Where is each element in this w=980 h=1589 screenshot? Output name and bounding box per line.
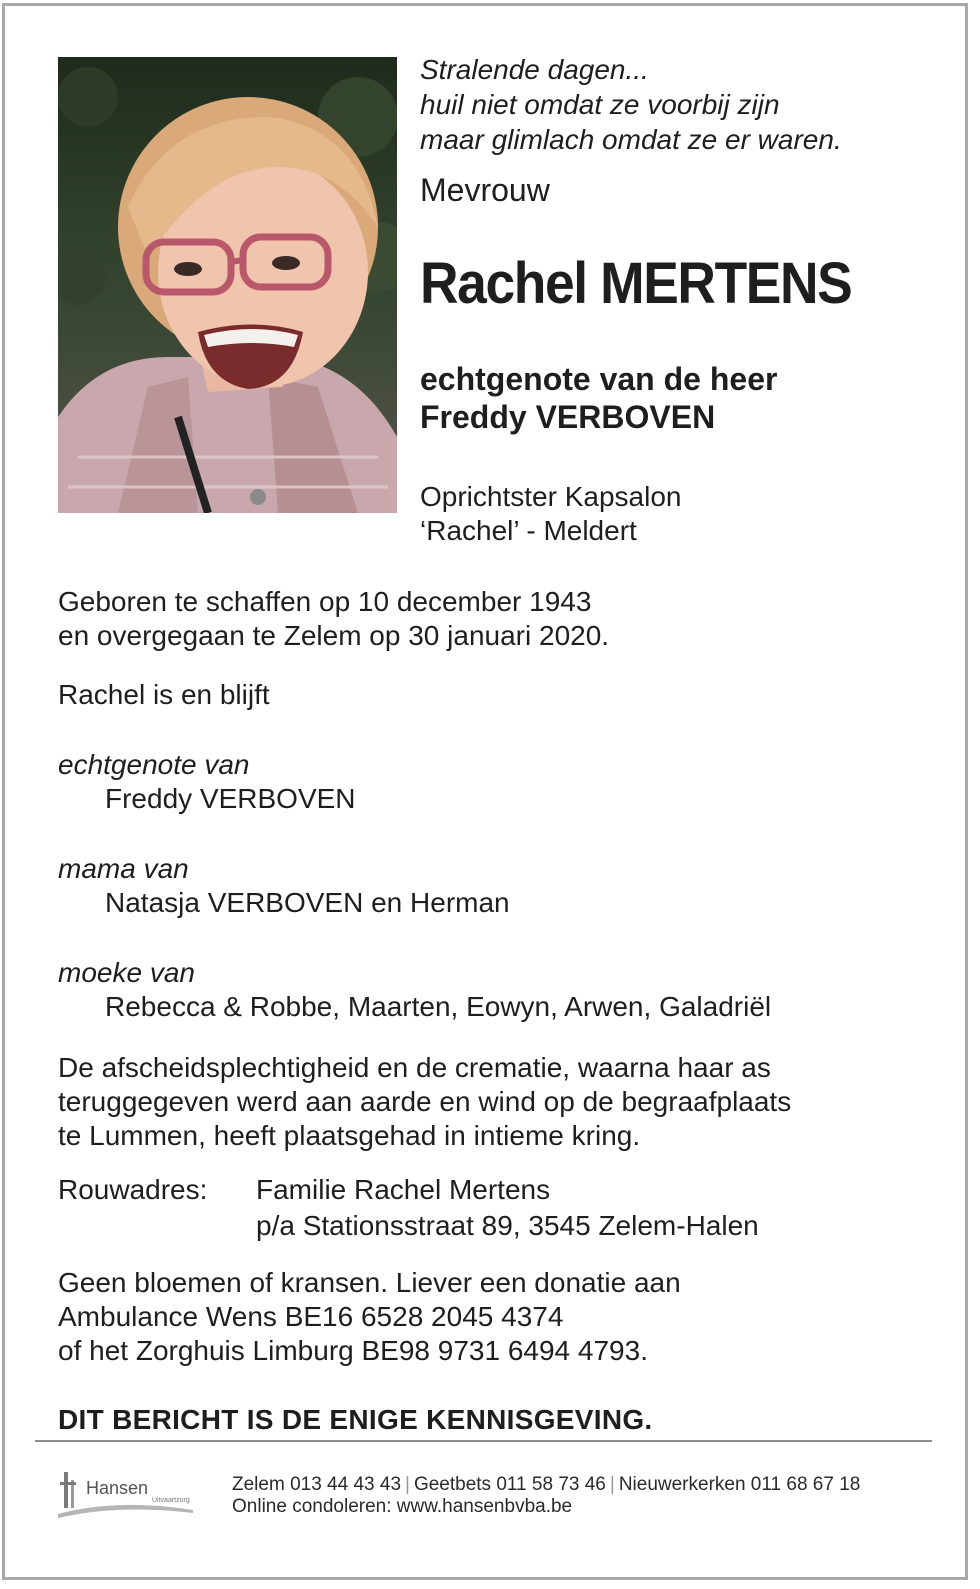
- birth-death-details: [58, 585, 609, 653]
- ceremony-line: te Lummen, heeft plaatsgehad in intieme kring.: [58, 1120, 641, 1151]
- official-notice: DIT BERICHT IS DE ENIGE KENNISGEVING.: [58, 1404, 653, 1435]
- relation-names: Freddy VERBOVEN: [105, 783, 356, 814]
- funeral-home-contacts: [232, 1474, 860, 1518]
- relation-label: mama van: [58, 853, 189, 884]
- honorific: Mevrouw: [420, 172, 550, 208]
- birth-line: Geboren te schaffen op 10 december 1943: [58, 586, 592, 617]
- spouse-line: echtgenote van de heer: [420, 361, 778, 397]
- relation-children: [58, 852, 510, 920]
- footer-divider: [35, 1440, 932, 1442]
- relation-label: moeke van: [58, 957, 195, 988]
- relation-names: Rebecca & Robbe, Maarten, Eowyn, Arwen, Galadriël: [105, 991, 772, 1022]
- spouse-name: Freddy VERBOVEN: [420, 399, 716, 435]
- ceremony-text: [58, 1051, 791, 1153]
- relation-grandchildren: [58, 956, 771, 1024]
- office-phone: Geetbets 011 58 73 46: [413, 1474, 606, 1495]
- death-line: en overgegaan te Zelem op 30 januari 2020.: [58, 620, 610, 651]
- ceremony-line: De afscheidsplechtigheid en de crematie, waarna haar as: [58, 1052, 771, 1083]
- spouse-heading: [420, 360, 777, 436]
- deceased-name: Rachel MERTENS: [420, 251, 852, 316]
- poem-line: huil niet omdat ze voorbij zijn: [420, 89, 780, 120]
- portrait-photo: [58, 57, 397, 513]
- relation-spouse: [58, 748, 356, 816]
- occupation: [420, 480, 681, 548]
- occupation-line: ‘Rachel’ - Meldert: [420, 515, 637, 546]
- separator: |: [405, 1474, 410, 1495]
- donation-line: of het Zorghuis Limburg BE98 9731 6494 4793.: [58, 1335, 648, 1366]
- donation-text: [58, 1266, 681, 1368]
- office-phone-list: [232, 1474, 860, 1496]
- logo-subtitle: Uitvaartzorg: [152, 1497, 190, 1504]
- relations-intro: Rachel is en blijft: [58, 679, 270, 710]
- donation-line: Ambulance Wens BE16 6528 2045 4374: [58, 1301, 564, 1332]
- relation-label: echtgenote van: [58, 749, 250, 780]
- poem-line: maar glimlach omdat ze er waren.: [420, 124, 842, 155]
- poem-line: Stralende dagen...: [420, 54, 649, 85]
- logo-name: Hansen: [86, 1478, 149, 1498]
- online-condolence-link[interactable]: Online condoleren: www.hansenbvba.be: [232, 1496, 573, 1517]
- ceremony-line: teruggegeven werd aan aarde en wind op de begraafplaats: [58, 1086, 792, 1117]
- mourning-address: [256, 1172, 759, 1244]
- donation-line: Geen bloemen of kransen. Liever een donatie aan: [58, 1267, 681, 1298]
- occupation-line: Oprichtster Kapsalon: [420, 481, 682, 512]
- mourning-address-line: Familie Rachel Mertens: [256, 1174, 551, 1205]
- memorial-poem: [420, 52, 842, 157]
- office-phone: Zelem 013 44 43 43: [232, 1474, 402, 1495]
- office-phone: Nieuwerkerken 011 68 67 18: [618, 1474, 861, 1495]
- mourning-address-label: Rouwadres:: [58, 1174, 208, 1205]
- relation-names: Natasja VERBOVEN en Herman: [105, 887, 510, 918]
- separator: |: [609, 1474, 615, 1495]
- mourning-address-line: p/a Stationsstraat 89, 3545 Zelem-Halen: [256, 1210, 759, 1241]
